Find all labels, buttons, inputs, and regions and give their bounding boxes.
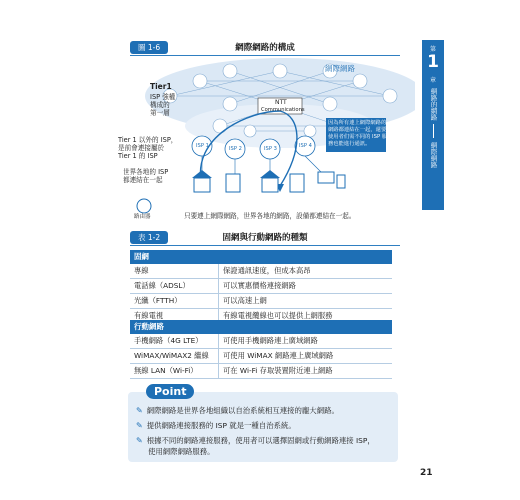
router-icon xyxy=(137,199,151,213)
pen-icon: ✎ xyxy=(136,406,143,415)
ntt-sub-label: Communications xyxy=(261,107,305,113)
mobile-network-header: 行動網路 xyxy=(130,320,392,334)
chapter-side-tab xyxy=(422,40,444,210)
internet-label: 網際網路 xyxy=(325,64,355,73)
local-isp-desc-2: 都連結在一起 xyxy=(123,176,163,184)
isp-node-2-label: ISP 2 xyxy=(229,146,242,152)
callout-line-4: 務也能進行通訊。 xyxy=(328,141,371,147)
local-isp-desc-1: 世界各地的 ISP xyxy=(123,168,169,176)
chapter-prefix: 第 xyxy=(429,46,436,53)
row-name: WiMAX/WiMAX2 繼線 xyxy=(130,349,219,364)
point-text: 網際網路是世界各地組織以自治系統相互連接的龐大網路。 xyxy=(146,406,339,415)
table-row xyxy=(130,279,392,294)
row-desc: 可在 Wi-Fi 存取裝置附近連上網路 xyxy=(219,364,393,379)
row-name: 專線 xyxy=(130,264,219,279)
left-desc-3: Tier 1 的 ISP xyxy=(118,152,158,160)
building-icon xyxy=(226,174,240,192)
callout-line-3: 使用者们需不同的 ISP 服 xyxy=(328,134,388,140)
row-name: 電話線（ADSL） xyxy=(130,279,219,294)
chapter-title-bottom: 網際網路 xyxy=(429,141,438,168)
chapter-title-top: 網路的網路 xyxy=(429,88,438,121)
ntt-label: NTT xyxy=(275,99,287,106)
point-text: 根據不同的網路連接服務，使用者可以選擇固網或行動網路連接 ISP， xyxy=(146,436,375,445)
table-row xyxy=(130,334,392,349)
callout-line-2: 網路都連結在一起，還要 xyxy=(328,127,387,133)
row-name: 無線 LAN（Wi-Fi） xyxy=(130,364,219,379)
figure-header xyxy=(130,40,400,56)
house-icon xyxy=(260,170,280,192)
figure-tag: 圖 1-6 xyxy=(130,41,168,54)
row-desc: 可以實惠價格連接網路 xyxy=(219,279,393,294)
callout-line-1: 因為所有連上網際網路的 xyxy=(328,120,387,126)
table-row xyxy=(130,364,392,379)
left-desc-1: Tier 1 以外的 ISP， xyxy=(118,136,178,144)
point-item-1 xyxy=(136,406,339,416)
figure-caption: 網際網路的構成 xyxy=(235,43,295,53)
table-row xyxy=(130,294,392,309)
fixed-network-table xyxy=(130,264,392,324)
chapter-divider xyxy=(433,124,434,138)
isp-node-3-label: ISP 3 xyxy=(264,146,277,152)
table-caption: 固網與行動網路的種類 xyxy=(222,233,308,243)
pen-icon: ✎ xyxy=(136,436,143,445)
endpoint-lines xyxy=(202,156,325,176)
point-badge: Point xyxy=(146,384,194,399)
mobile-network-table xyxy=(130,334,392,379)
row-name: 有線電視 xyxy=(130,309,219,324)
table-row xyxy=(130,264,392,279)
point-text: 提供網路連接服務的 ISP 就是一種自治系統。 xyxy=(146,421,296,430)
row-desc: 可以高速上網 xyxy=(219,294,393,309)
row-name: 手機網路（4G LTE） xyxy=(130,334,219,349)
diagram-bottom-caption: 只要連上網際網路，世界各地的網路，設備都連結在一起。 xyxy=(184,212,356,220)
tier1-desc-2: 構成的 xyxy=(150,101,170,109)
tier1-title: Tier1 xyxy=(150,82,172,91)
left-desc-2: 是前會連接屬於 xyxy=(118,144,165,152)
page-number: 21 xyxy=(420,468,433,478)
row-desc: 有線電視纜線也可以提供上網服務 xyxy=(219,309,393,324)
tier1-desc-1: ISP 強權 xyxy=(150,93,176,101)
isp-node-1-label: ISP 1 xyxy=(196,143,209,149)
point-item-3-cont: 使用網際網路服務。 xyxy=(148,447,215,456)
chapter-suffix: 章 xyxy=(429,77,436,84)
building-icon xyxy=(290,174,304,192)
tier1-desc-3: 第一層 xyxy=(150,109,170,117)
table-tag: 表 1-2 xyxy=(130,231,168,244)
fixed-network-header: 固網 xyxy=(130,250,392,264)
house-icon xyxy=(192,170,212,192)
point-item-3 xyxy=(136,436,375,446)
isp-node-4-label: ISP 4 xyxy=(299,143,312,149)
table-row xyxy=(130,349,392,364)
devices-icon xyxy=(318,172,345,188)
table-header xyxy=(130,230,400,246)
point-item-2 xyxy=(136,421,296,431)
row-desc: 可使用 WiMAX 網路連上廣域網路 xyxy=(219,349,393,364)
row-desc: 保證通訊速度，但成本高昂 xyxy=(219,264,393,279)
chapter-number: 1 xyxy=(427,52,439,72)
router-legend-label: 路由器 xyxy=(134,214,151,220)
row-desc: 可使用手機網路連上廣域網路 xyxy=(219,334,393,349)
row-name: 光纖（FTTH） xyxy=(130,294,219,309)
pen-icon: ✎ xyxy=(136,421,143,430)
